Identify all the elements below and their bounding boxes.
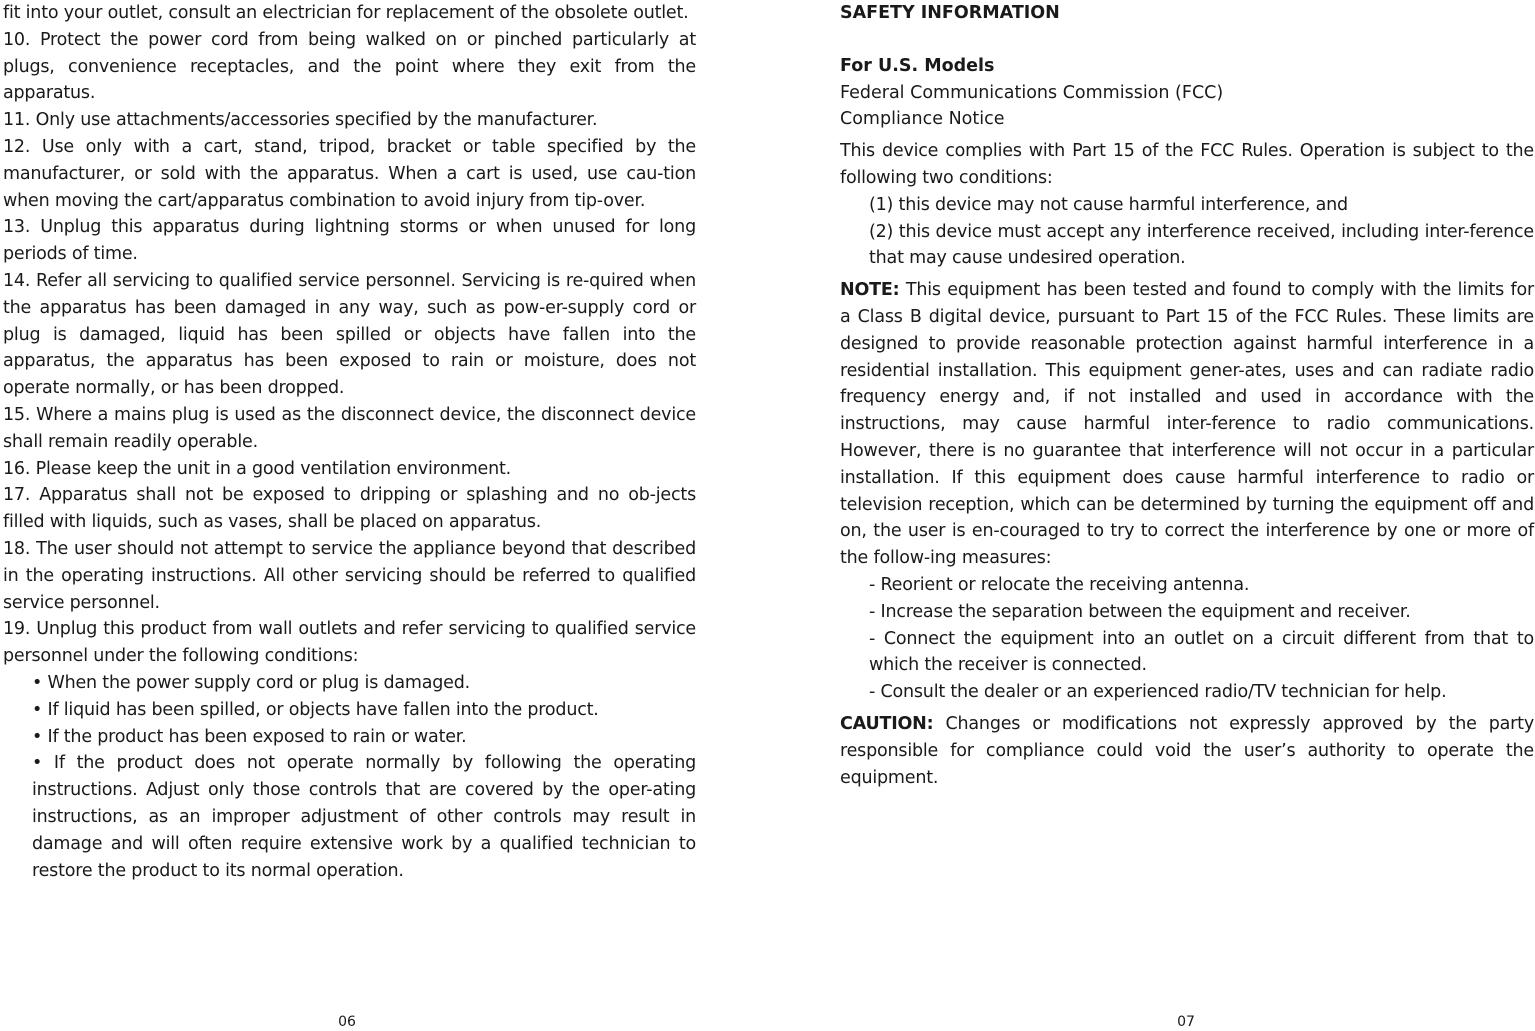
fcc-condition: (2) this device must accept any interference received, including inter-ference that may cause undesired operation. (869, 221, 1534, 269)
instruction-13: 13. Unplug this apparatus during lightning storms or when unused for long periods of time. (3, 217, 696, 265)
instruction-10: 10. Protect the power cord from being walked on or pinched particularly at plugs, convenience receptacles, and the point where they exit from the apparatus. (3, 29, 696, 104)
note-paragraph (840, 277, 1534, 572)
instruction-16: 16. Please keep the unit in a good ventilation environment. (3, 458, 512, 479)
fcc-intro: This device complies with Part 15 of the FCC Rules. Operation is subject to the following two conditions: (840, 141, 1534, 188)
instruction-14: 14. Refer all servicing to qualified service personnel. Servicing is re-quired when the apparatus has been damaged in any way, such as pow-er-supply cord or plug is damaged, liquid has been spilled or objects have fallen into the apparatus, the apparatus has been exposed to rain or moisture, does not operate normally, or has been dropped. (3, 270, 696, 399)
note-label: NOTE: (840, 280, 900, 301)
instruction-11: 11. Only use attachments/accessories specified by the manufacturer. (3, 110, 598, 131)
instruction-15: 15. Where a mains plug is used as the disconnect device, the disconnect device shall remain readily operable. (3, 404, 696, 452)
section-title: SAFETY INFORMATION (840, 3, 1060, 23)
condition-bullet: • If the product does not operate normally by following the operating instructions. Adjust only those controls that are covered by the oper-ating instructions, as an improper adjustment of other controls may result in damage and will often require extensive work by a qualified technician to restore the product to its normal operation. (32, 753, 696, 881)
instruction-12: 12. Use only with a cart, stand, tripod, bracket or table specified by the manufacturer, or sold with the apparatus. When a cart is used, use cau-tion when moving the cart/apparatus combination to avoid injury from tip-over. (3, 136, 696, 211)
compliance-heading: Compliance Notice (840, 109, 1005, 130)
note-text: This equipment has been tested and found to comply with the limits for a Class B digital device, pursuant to Part 15 of the FCC Rules. These limits are designed to provide reasonable protection against harmful interference in a residential installation. This equipment gener-ates, uses and can radiate radio frequency energy and, if not installed and used in accordance with the instructions, may cause harmful inter-ference to radio communications. However, there is no guarantee that interference will not occur in a particular installation. If this equipment does cause harmful interference to radio or television reception, which can be determined by turning the equipment off and on, the user is en-couraged to try to correct the interference by one or more of the follow-ing measures: (840, 280, 1534, 569)
measure-item: - Reorient or relocate the receiving antenna. (869, 574, 1250, 595)
condition-bullet: • When the power supply cord or plug is damaged. (32, 672, 471, 693)
condition-bullet: • If liquid has been spilled, or objects have fallen into the product. (32, 699, 599, 720)
instruction-17: 17. Apparatus shall not be exposed to dripping or splashing and no ob-jects filled with liquids, such as vases, shall be placed on apparatus. (3, 485, 696, 533)
condition-bullet: • If the product has been exposed to rain or water. (32, 726, 467, 747)
measure-item: - Increase the separation between the equipment and receiver. (869, 601, 1411, 622)
caution-text: Changes or modifications not expressly approved by the party responsible for compliance could void the user’s authority to operate the equipment. (840, 713, 1534, 788)
right-page (840, 0, 1534, 791)
fcc-heading: Federal Communications Commission (FCC) (840, 82, 1224, 103)
instruction-18: 18. The user should not attempt to service the appliance beyond that described in the operating instructions. All other servicing should be referred to qualified service personnel. (3, 538, 696, 613)
measure-item: - Consult the dealer or an experienced radio/TV technician for help. (869, 682, 1447, 703)
caution-paragraph (840, 711, 1534, 791)
paragraph: fit into your outlet, consult an electrician for replacement of the obsolete outlet. (3, 3, 689, 23)
models-heading: For U.S. Models (840, 55, 995, 76)
page-number-left: 06 (338, 1014, 356, 1030)
fcc-condition: (1) this device may not cause harmful interference, and (869, 194, 1348, 215)
instruction-19: 19. Unplug this product from wall outlets and refer servicing to qualified service personnel under the following conditions: (3, 619, 696, 667)
caution-label: CAUTION: (840, 713, 934, 734)
left-page (3, 0, 696, 884)
page-number-right: 07 (1177, 1014, 1195, 1030)
measure-item: - Connect the equipment into an outlet on a circuit different from that to which the receiver is connected. (869, 628, 1534, 676)
